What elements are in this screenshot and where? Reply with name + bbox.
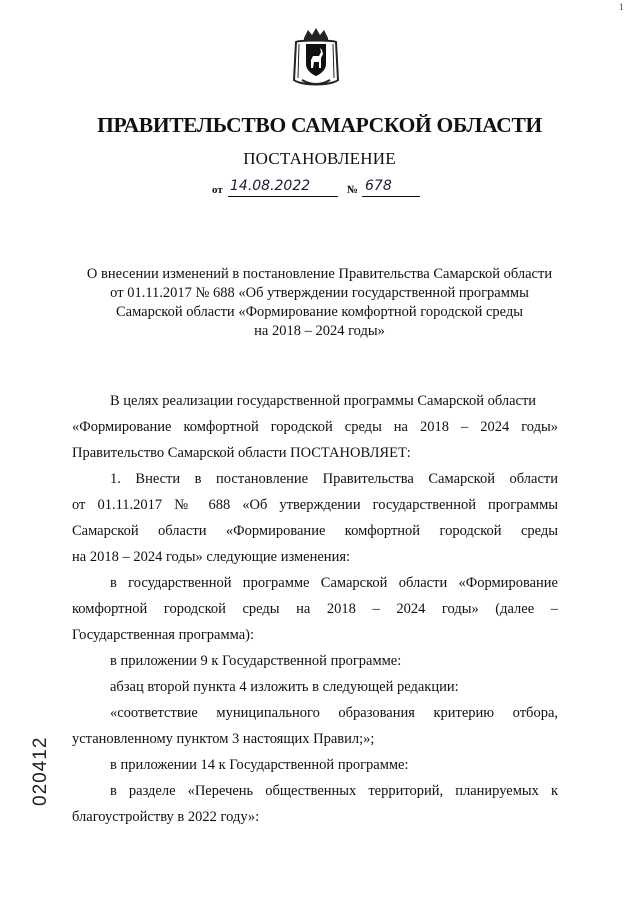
document-title: ПРАВИТЕЛЬСТВО САМАРСКОЙ ОБЛАСТИ bbox=[97, 113, 542, 137]
body-line: благоустройству в 2022 году»: bbox=[72, 809, 260, 825]
body-line: в приложении 9 к Государственной программе: bbox=[110, 653, 402, 669]
body-line: В целях реализации государственной программы Самарской области bbox=[110, 393, 537, 409]
body-line: «соответствие муниципального образования критерию отбора, bbox=[110, 705, 558, 721]
document-body bbox=[72, 388, 558, 830]
body-line: в разделе «Перечень общественных территорий, планируемых к bbox=[110, 783, 558, 799]
body-line: Правительство Самарской области ПОСТАНОВЛЯЕТ: bbox=[72, 445, 411, 461]
date-number-line bbox=[210, 178, 440, 200]
coat-of-arms-icon bbox=[290, 26, 342, 88]
heading-line: на 2018 – 2024 годы» bbox=[254, 323, 385, 339]
number-underline bbox=[362, 196, 420, 197]
side-registration-number: 020412 bbox=[30, 736, 51, 806]
body-line: абзац второй пункта 4 изложить в следующей редакции: bbox=[110, 679, 459, 695]
heading-line: Самарской области «Формирование комфортной городской среды bbox=[115, 304, 524, 320]
body-line: «Формирование комфортной городской среды на 2018 – 2024 годы» bbox=[72, 419, 558, 435]
body-line: от 01.11.2017 № 688 «Об утверждении государственной программы bbox=[72, 497, 558, 513]
document-type: ПОСТАНОВЛЕНИЕ bbox=[243, 149, 396, 168]
body-line: 1. Внести в постановление Правительства Самарской области bbox=[110, 471, 558, 487]
body-line: комфортной городской среды на 2018 – 2024 годы» (далее – bbox=[72, 601, 558, 617]
body-line: в приложении 14 к Государственной программе: bbox=[110, 757, 409, 773]
heading-line: О внесении изменений в постановление Правительства Самарской области bbox=[86, 266, 553, 282]
body-line: на 2018 – 2024 годы» следующие изменения: bbox=[72, 549, 351, 565]
page-mark: 1 bbox=[619, 2, 624, 12]
number-handwritten: 678 bbox=[365, 178, 392, 194]
body-line: Самарской области «Формирование комфортной городской среды bbox=[72, 523, 558, 539]
document-heading bbox=[60, 265, 579, 341]
date-handwritten: 14.08.2022 bbox=[230, 178, 311, 194]
date-prefix: от bbox=[212, 184, 223, 196]
date-underline bbox=[228, 196, 338, 197]
heading-line: от 01.11.2017 № 688 «Об утверждении государственной программы bbox=[110, 285, 529, 301]
body-line: в государственной программе Самарской области «Формирование bbox=[110, 575, 558, 591]
body-line: установленному пунктом 3 настоящих Правил;»; bbox=[72, 731, 375, 747]
number-prefix: № bbox=[347, 184, 359, 196]
body-line: Государственная программа): bbox=[72, 627, 255, 643]
